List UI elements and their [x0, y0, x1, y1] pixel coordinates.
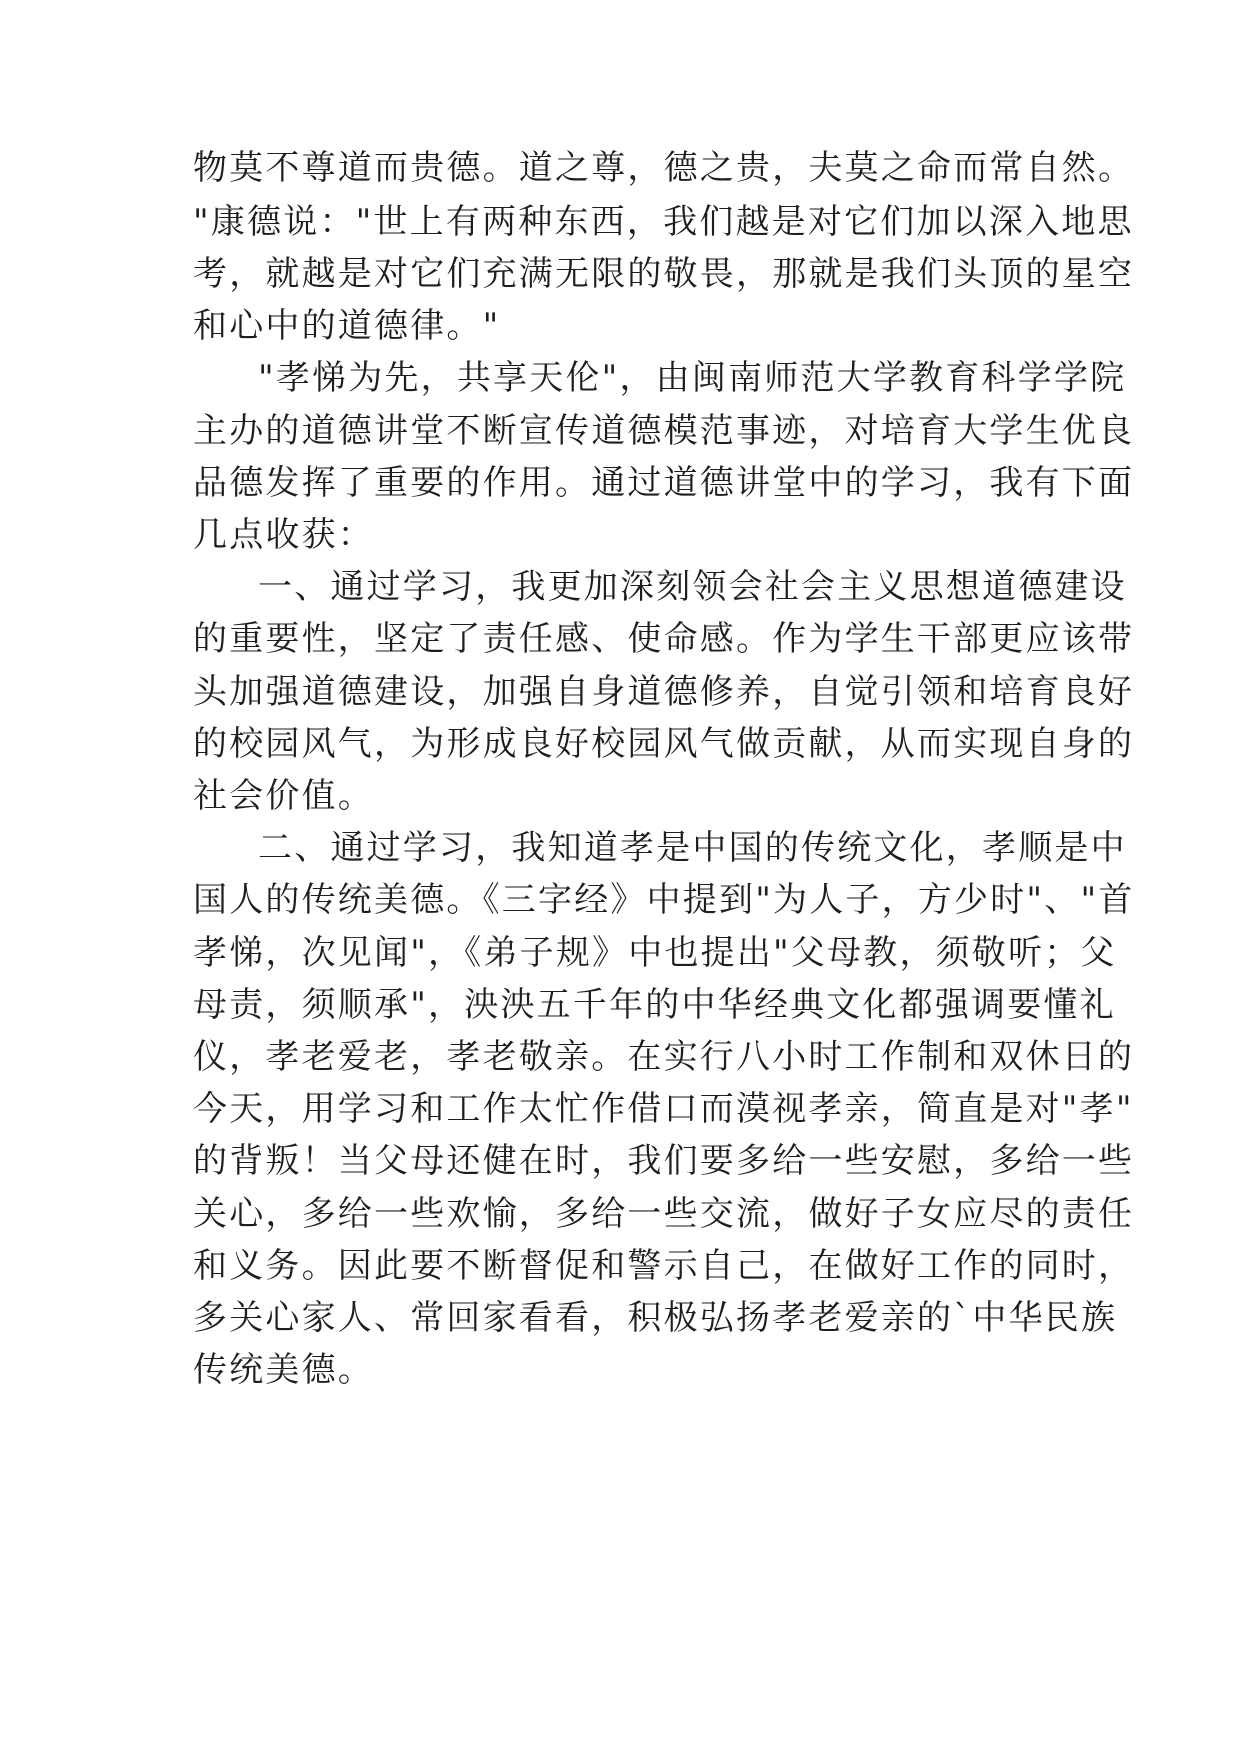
- text-line: 和义务。因此要不断督促和警示自己，在做好工作的同时，: [193, 1246, 1135, 1286]
- text-line: 的校园风气，为形成良好校园风气做贡献，从而实现自身的: [193, 724, 1135, 764]
- text-line: 考，就越是对它们充满无限的敬畏，那就是我们头顶的星空: [193, 254, 1135, 294]
- text-line: "康德说："世上有两种东西，我们越是对它们加以深入地思: [193, 202, 1134, 242]
- paragraph-first-line: 一、通过学习，我更加深刻领会社会主义思想道德建设: [258, 567, 1127, 607]
- text-line: 主办的道德讲堂不断宣传道德模范事迹，对培育大学生优良: [193, 411, 1135, 451]
- text-line: 社会价值。: [193, 776, 374, 816]
- text-line: 的背叛！当父母还健在时，我们要多给一些安慰，多给一些: [193, 1141, 1135, 1181]
- text-line: 今天，用学习和工作太忙作借口而漠视孝亲，简直是对"孝": [193, 1089, 1134, 1129]
- text-line: 的重要性，坚定了责任感、使命感。作为学生干部更应该带: [193, 619, 1135, 659]
- paragraph-first-line: "孝悌为先，共享天伦"，由闽南师范大学教育科学学院: [258, 358, 1127, 398]
- text-line: 仪，孝老爱老，孝老敬亲。在实行八小时工作制和双休日的: [193, 1037, 1135, 1077]
- text-line: 孝悌，次见闻"，《弟子规》中也提出"父母教，须敬听；父: [193, 933, 1117, 973]
- paragraph-first-line: 二、通过学习，我知道孝是中国的传统文化，孝顺是中: [258, 828, 1127, 868]
- text-line: 国人的传统美德。《三字经》中提到"为人子，方少时"、"首: [193, 880, 1135, 920]
- text-line: 母责，须顺承"，泱泱五千年的中华经典文化都强调要懂礼: [193, 985, 1116, 1025]
- text-line: 和心中的道德律。": [193, 306, 501, 346]
- text-line: 多关心家人、常回家看看，积极弘扬孝老爱亲的`中华民族: [193, 1298, 1118, 1338]
- text-line: 品德发挥了重要的作用。通过道德讲堂中的学习，我有下面: [193, 463, 1135, 503]
- text-line: 几点收获：: [193, 515, 374, 555]
- text-line: 传统美德。: [193, 1350, 374, 1390]
- text-line: 物莫不尊道而贵德。道之尊，德之贵，夫莫之命而常自然。: [193, 148, 1135, 188]
- text-line: 头加强道德建设，加强自身道德修养，自觉引领和培育良好: [193, 672, 1135, 712]
- text-line: 关心，多给一些欢愉，多给一些交流，做好子女应尽的责任: [193, 1194, 1135, 1234]
